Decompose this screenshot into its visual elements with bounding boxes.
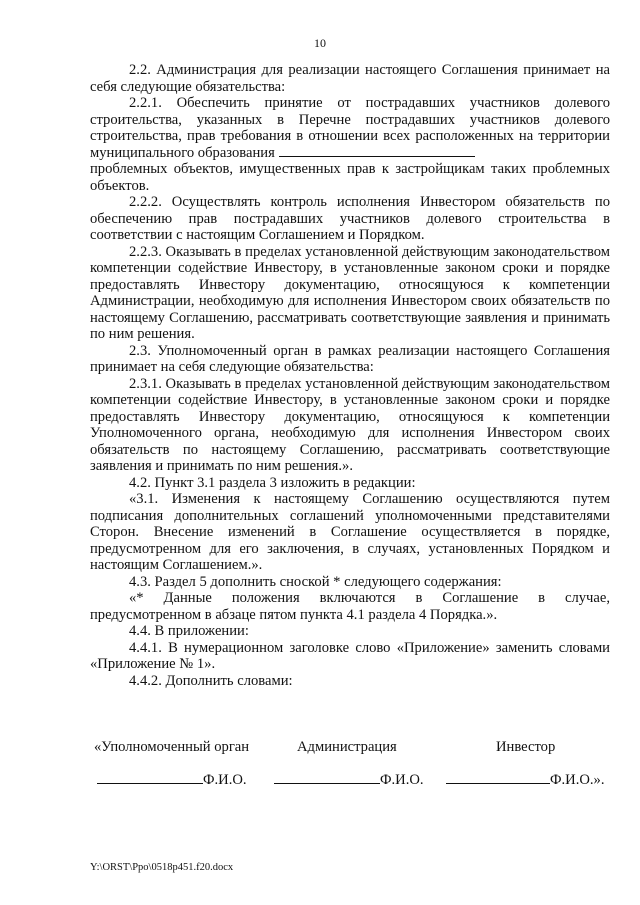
paragraph-4-4-1: 4.4.1. В нумерационном заголовке слово «Приложение» заменить словами «Приложение № 1». — [90, 639, 610, 672]
signature-line — [446, 770, 550, 784]
paragraph-2-2-2: 2.2.2. Осуществлять контроль исполнения Инвестором обязательств по обеспечению прав пострадавших участников долевого строительства в соответствии с настоящим Соглашением и Порядком. — [90, 194, 610, 243]
paragraph-4-4: 4.4. В приложении: — [129, 623, 249, 639]
paragraph-2-2: 2.2. Администрация для реализации настоящего Соглашения принимает на себя следующие обязательства: — [90, 62, 610, 95]
signature-titles — [90, 739, 610, 757]
signature-slot-administration — [274, 770, 424, 789]
document-file-path: Y:\ORST\Ppo\0518p451.f20.docx — [90, 862, 234, 873]
document-body — [90, 62, 610, 689]
signature-fio-label: Ф.И.О. — [203, 772, 247, 788]
signature-title-administration: Администрация — [297, 739, 397, 755]
paragraph-4-3: 4.3. Раздел 5 дополнить сноской * следующего содержания: — [129, 573, 502, 590]
paragraph-2-2-1-text: 2.2.1. Обеспечить принятие от пострадавших участников долевого строительства, указанных в Перечне пострадавших участников долевого строительства, прав требования в отношении всех расположенных на территории муниципального образования — [90, 95, 610, 161]
paragraph-3-1-quote: «3.1. Изменения к настоящему Соглашению осуществляются путем подписания дополнительных соглашений уполномоченными представителями Сторон. Внесение изменений в Соглашение осуществляется в порядке, предусмотренном для его заключения, в случаях, установленных Порядком и настоящим Соглашением.». — [90, 491, 610, 573]
paragraph-2-2-1 — [90, 95, 610, 161]
signature-fio-label: Ф.И.О. — [380, 772, 424, 788]
paragraph-2-2-1-continued: проблемных объектов, имущественных прав к застройщикам таких проблемных объектов. — [90, 161, 610, 194]
signature-fio-label: Ф.И.О.». — [550, 772, 605, 788]
signature-title-investor: Инвестор — [496, 739, 556, 755]
signature-slot-investor — [446, 770, 605, 789]
signature-title-authorized-body: «Уполномоченный орган — [94, 739, 250, 755]
signature-lines — [90, 770, 610, 790]
paragraph-2-2-3: 2.2.3. Оказывать в пределах установленной действующим законодательством компетенции содействие Инвестору, в установленные законом сроки и порядке предоставлять Инвестору документацию, относящуюся к компетенции Администрации, необходимую для исполнения Инвестором своих обязательств по настоящему Соглашению, рассматривать соответствующие заявления и принимать по ним решения. — [90, 243, 610, 342]
signature-slot-authorized-body — [97, 770, 247, 789]
signature-line — [97, 770, 203, 784]
municipality-blank-line — [279, 146, 475, 157]
page-number: 10 — [314, 36, 326, 50]
signature-line — [274, 770, 380, 784]
paragraph-2-3-1: 2.3.1. Оказывать в пределах установленной действующим законодательством компетенции содействие Инвестору, в установленные законом сроки и порядке предоставлять Инвестору документацию, относящуюся к компетенции Уполномоченного органа, необходимую для исполнения Инвестором своих обязательств по настоящему Соглашению, рассматривать соответствующие заявления и принимать по ним решения.». — [90, 375, 610, 474]
paragraph-4-4-2: 4.4.2. Дополнить словами: — [129, 672, 293, 689]
paragraph-footnote-quote: «* Данные положения включаются в Соглашение в случае, предусмотренном в абзаце пятом пункта 4.1 раздела 4 Порядка.». — [90, 590, 610, 623]
paragraph-2-3: 2.3. Уполномоченный орган в рамках реализации настоящего Соглашения принимает на себя следующие обязательства: — [90, 342, 610, 375]
paragraph-4-2: 4.2. Пункт 3.1 раздела 3 изложить в редакции: — [129, 474, 416, 491]
